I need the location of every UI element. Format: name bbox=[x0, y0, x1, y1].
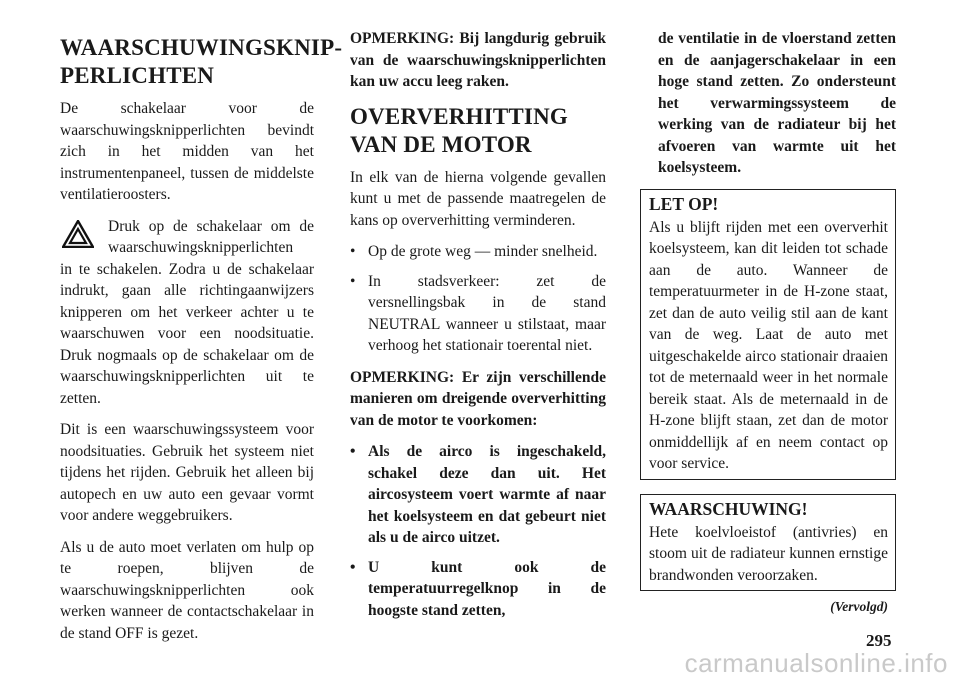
bullet-icon: • bbox=[350, 558, 356, 576]
middle-column bbox=[350, 28, 606, 631]
paragraph-press-switch-rest: in te schakelen. Zodra u de schakelaar indrukt, gaan alle richtingaanwijzers knipperen om het verkeer achter u te waarschuwen voor een noodsituatie. Druk nogmaals op de schakelaar om de waarschuwingsknipperlichten uit te zetten. bbox=[60, 260, 314, 407]
list-item: • In stadsverkeer: zet de versnellingsbak in de stand NEUTRAL wanneer u stilstaat, maar verhoog het stationair toerental niet. bbox=[350, 272, 606, 354]
caution-box bbox=[640, 189, 896, 480]
watermark: carmanualsonline.info bbox=[684, 648, 948, 678]
left-column bbox=[60, 28, 343, 654]
paragraph-emergency-system: Dit is een waarschuwingssysteem voor noodsituaties. Gebruik het systeem niet tijdens het rijden. Gebruik het alleen bij autopech en uw auto een gevaar vormt voor andere weggebruikers. bbox=[60, 421, 314, 524]
page-number: 295 bbox=[866, 631, 892, 650]
hazard-instruction bbox=[60, 216, 314, 410]
list-item: • U kunt ook de temperatuurregelknop in de hoogste stand zetten, bbox=[350, 558, 606, 619]
list-item: • Als de airco is ingeschakeld, schakel deze dan uit. Het aircosysteem voert warmte af naar het koelsysteem en dat gebeurt niet als u de airco uitzet. bbox=[350, 443, 606, 546]
warning-text: Hete koelvloeistof (antivries) en stoom uit de radiateur kunnen ernstige brandwonden veroorzaken. bbox=[649, 523, 888, 584]
bullet-icon: • bbox=[350, 243, 356, 260]
caution-text: Als u blijft rijden met een oververhit koelsysteem, kan dit leiden tot schade aan de auto. Wanneer de temperatuurmeter in de H-zone staat, zet dan de auto veilig stil aan de kant van de weg. Laat de auto met uitgeschakelde airco stationair draaien tot de meternaald weer in het normale bereik staat. Als de meternaald in de H-zone blijft staan, zet dan de motor onmiddellijk af en neem contact op voor service. bbox=[649, 218, 888, 472]
warning-box bbox=[640, 494, 896, 592]
paragraph-overheating-intro: In elk van de hierna volgende gevallen kunt u met de passende maatregelen de kans op oververhitting verminderen. bbox=[350, 168, 606, 229]
list-item: • Op de grote weg — minder snelheid. bbox=[350, 241, 606, 263]
section-heading-engine-overheating: OVERVERHITTING VAN DE MOTOR bbox=[350, 103, 568, 157]
note-battery-drain: OPMERKING: Bij langdurig gebruik van de waarschuwingsknipperlichten kan uw accu leeg raken. bbox=[350, 30, 606, 90]
continued-label: (Vervolgd) bbox=[830, 599, 888, 614]
bullet-icon: • bbox=[350, 443, 356, 460]
warning-title: WAARSCHUWING! bbox=[649, 498, 808, 519]
paragraph-switch-location: De schakelaar voor de waarschuwingsknipperlichten bevindt zich in het midden van het instrumentenpaneel, tussen de middelste ventilatieroosters. bbox=[60, 100, 314, 203]
section-heading-hazard-lights: WAARSCHUWINGSKNIP- PERLICHTEN bbox=[60, 35, 343, 88]
paragraph-bullet-continuation: de ventilatie in de vloerstand zetten en de aanjagerschakelaar in een hoge stand zetten. Zo ondersteunt het verwarmingssysteem de werking van de radiateur bij het afvoeren van warmte uit het koelsysteem. bbox=[658, 30, 896, 176]
right-column bbox=[640, 28, 896, 615]
paragraph-leave-car: Als u de auto moet verlaten om hulp op te roepen, blijven de waarschuwingsknipperlichten ook werken wanneer de contactschakelaar in de stand OFF is gezet. bbox=[60, 538, 314, 642]
note-prevention-methods: OPMERKING: Er zijn verschillende manieren om dreigende oververhitting van de motor te voorkomen: bbox=[350, 368, 606, 429]
caution-title: LET OP! bbox=[649, 193, 719, 214]
prevention-bullet-list bbox=[350, 441, 606, 621]
hazard-triangle-icon bbox=[62, 220, 94, 248]
bullet-icon: • bbox=[350, 272, 356, 290]
paragraph-press-switch-first: Druk op de schakelaar om de waarschuwingsknipperlichten bbox=[108, 217, 314, 256]
overheating-bullet-list bbox=[350, 241, 606, 357]
